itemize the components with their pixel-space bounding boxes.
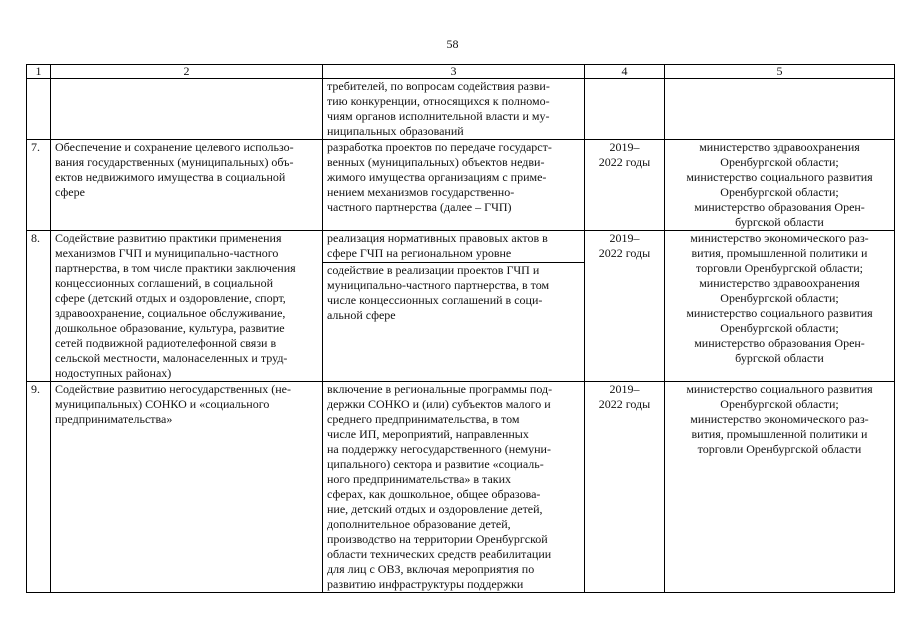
text-line: вития, промышленной политики и	[691, 427, 868, 441]
text-line: ципального) сектора и развитие «социаль-	[327, 457, 544, 471]
text-line: содействие в реализации проектов ГЧП и	[327, 263, 540, 277]
text-line: вания государственных (муниципальных) объ-	[55, 155, 294, 169]
text-line: производство на территории Оренбургской	[327, 532, 548, 546]
text-line: бургской области	[735, 215, 824, 229]
text-line: 2019–	[609, 231, 640, 245]
text-line: 2022 годы	[598, 155, 651, 169]
text-line: сельской местности, малонаселенных и труд-	[55, 351, 288, 365]
text-line: области технических средств реабилитации	[327, 547, 552, 561]
text-line: Обеспечение и сохранение целевого использо-	[55, 140, 294, 154]
text-line: ниципальных образований	[327, 124, 464, 138]
text-line: 2019–	[609, 382, 640, 396]
text-line: Оренбургской области;	[720, 155, 839, 169]
text-line: здравоохранение, социальное обслуживание,	[55, 306, 286, 320]
text-line: предпринимательства»	[55, 412, 173, 426]
table-row	[27, 382, 895, 593]
measure-cell	[51, 140, 323, 231]
row-number: 8.	[27, 231, 51, 382]
text-line: тию конкуренции, относящихся к полномо-	[327, 94, 550, 108]
text-line: министерство социального развития	[686, 382, 873, 396]
actions-cell	[323, 231, 585, 382]
text-line: нодоступных районах)	[55, 366, 172, 380]
text-line: сферах, как дошкольное, общее образова-	[327, 487, 541, 501]
cell-empty	[51, 79, 323, 140]
text-line: частного партнерства (далее – ГЧП)	[327, 200, 512, 214]
text-line: венных (муниципальных) объектов недви-	[327, 155, 545, 169]
text-line: сетей подвижной радиотелефонной связи в	[55, 336, 277, 350]
text-line: партнерства, в том числе практики заключения	[55, 261, 296, 275]
measure-cell	[51, 231, 323, 382]
text-line: держки СОНКО и (или) субъектов малого и	[327, 397, 551, 411]
text-line: 2022 годы	[598, 246, 651, 260]
text-line: сфере (детский отдых и оздоровление, спорт,	[55, 291, 286, 305]
text-line: торговли Оренбургской области	[697, 442, 862, 456]
text-line: механизмов ГЧП и муниципально-частного	[55, 246, 279, 260]
period-cell	[585, 382, 665, 593]
header-row	[27, 65, 895, 79]
text-line: жимого имущества организациям с приме-	[327, 170, 547, 184]
header-cell: 1	[27, 65, 51, 79]
text-line: на поддержку негосударственного (немуни-	[327, 442, 551, 456]
cell-empty	[665, 79, 895, 140]
header-cell: 2	[51, 65, 323, 79]
text-line: министерство здравоохранения	[699, 276, 860, 290]
continuation-actions	[323, 79, 585, 140]
text-line: министерство экономического раз-	[690, 412, 869, 426]
text-line: чиям органов исполнительной власти и му-	[327, 109, 550, 123]
executors-cell	[665, 140, 895, 231]
text-line: включение в региональные программы под-	[327, 382, 553, 396]
text-line: Оренбургской области;	[720, 321, 839, 335]
text-line: дошкольное образование, культура, развитие	[55, 321, 285, 335]
text-line: бургской области	[735, 351, 824, 365]
actions-cell	[323, 382, 585, 593]
text-line: требителей, по вопросам содействия разви-	[327, 79, 550, 93]
text-line: Содействие развитию негосударственных (не-	[55, 382, 291, 396]
text-line: числе концессионных соглашений в соци-	[327, 293, 543, 307]
text-line: Оренбургской области;	[720, 397, 839, 411]
period-cell	[585, 140, 665, 231]
continuation-row	[27, 79, 895, 140]
measure-cell	[51, 382, 323, 593]
header-cell: 3	[323, 65, 585, 79]
text-line: ние, детский отдых и оздоровление детей,	[327, 502, 543, 516]
table-row	[27, 231, 895, 382]
text-line: Оренбургской области;	[720, 185, 839, 199]
text-line: министерство здравоохранения	[699, 140, 860, 154]
executors-cell	[665, 231, 895, 382]
text-line: министерство экономического раз-	[690, 231, 869, 245]
row-number: 7.	[27, 140, 51, 231]
actions-cell	[323, 140, 585, 231]
text-line: министерство социального развития	[686, 170, 873, 184]
text-line: ного предпринимательства» в таких	[327, 472, 512, 486]
text-line: 2022 годы	[598, 397, 651, 411]
text-line: среднего предпринимательства, в том	[327, 412, 520, 426]
text-line: концессионных соглашений, в социальной	[55, 276, 274, 290]
text-line: муниципально-частного партнерства, в том	[327, 278, 550, 292]
header-cell: 4	[585, 65, 665, 79]
header-cell: 5	[665, 65, 895, 79]
text-line: нением механизмов государственно-	[327, 185, 515, 199]
text-line: для лиц с ОВЗ, включая мероприятия по	[327, 562, 535, 576]
row-number: 9.	[27, 382, 51, 593]
text-line: министерство образования Орен-	[694, 200, 865, 214]
text-line: числе ИП, мероприятий, направленных	[327, 427, 529, 441]
text-line: ектов недвижимого имущества в социальной	[55, 170, 286, 184]
text-line: Содействие развитию практики применения	[55, 231, 282, 245]
text-line: дополнительное образование детей,	[327, 517, 511, 531]
text-line: сфере ГЧП на региональном уровне	[327, 246, 512, 260]
executors-cell	[665, 382, 895, 593]
text-line: развитию инфраструктуры поддержки	[327, 577, 524, 591]
actions-subcell	[323, 262, 584, 323]
text-line: вития, промышленной политики и	[691, 246, 868, 260]
period-cell	[585, 231, 665, 382]
text-line: Оренбургской области;	[720, 291, 839, 305]
text-line: 2019–	[609, 140, 640, 154]
cell-empty	[585, 79, 665, 140]
text-line: разработка проектов по передаче государст-	[327, 140, 552, 154]
table-row	[27, 140, 895, 231]
text-line: министерство образования Орен-	[694, 336, 865, 350]
text-line: торговли Оренбургской области;	[695, 261, 864, 275]
text-line: сфере	[55, 185, 85, 199]
cell-empty	[27, 79, 51, 140]
text-line: министерство социального развития	[686, 306, 873, 320]
text-line: альной сфере	[327, 308, 396, 322]
measures-table	[26, 64, 895, 593]
text-line: муниципальных) СОНКО и «социального	[55, 397, 270, 411]
text-line: реализация нормативных правовых актов в	[327, 231, 548, 245]
page-number: 58	[446, 37, 459, 51]
